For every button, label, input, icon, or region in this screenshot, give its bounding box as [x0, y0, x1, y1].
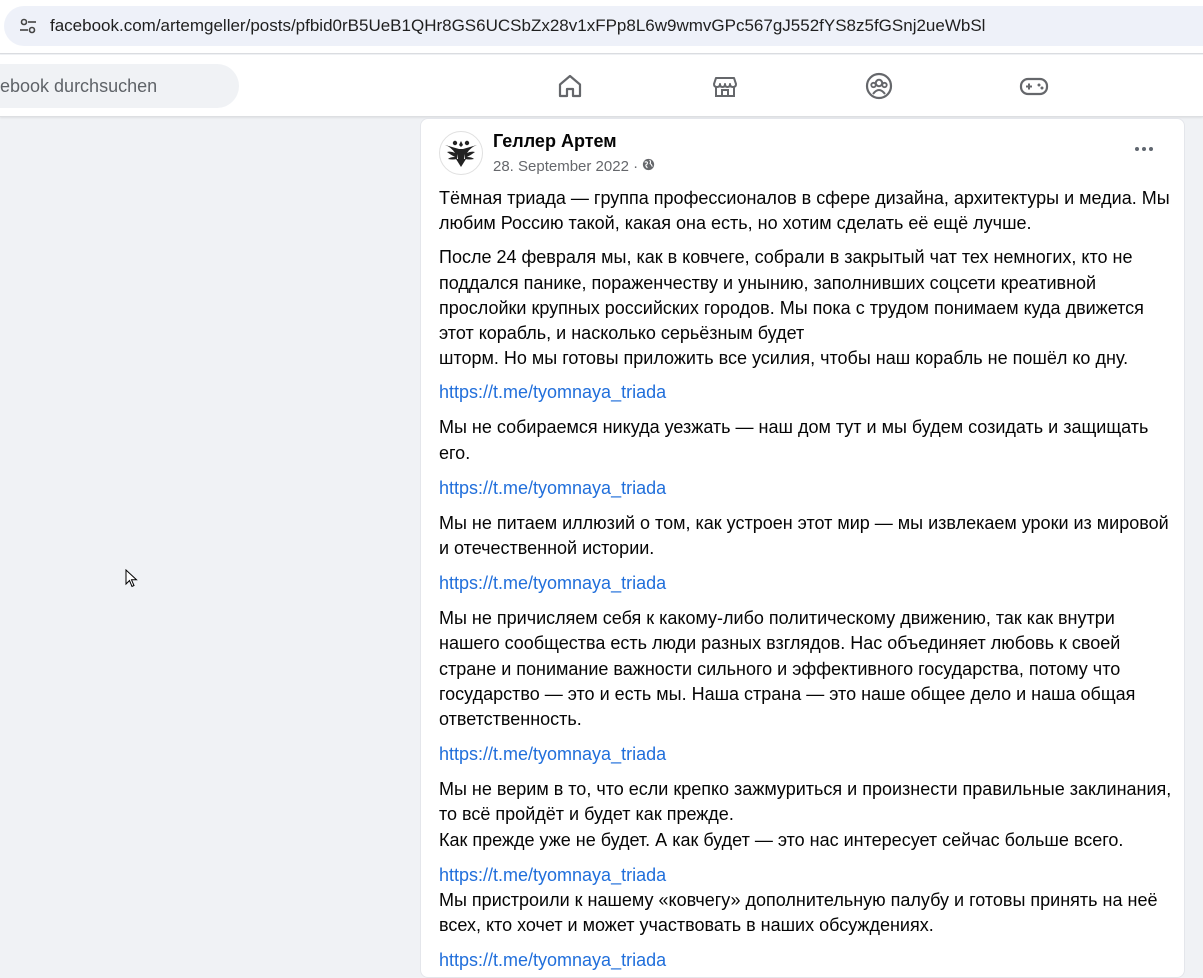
search-input[interactable]: [0, 64, 239, 108]
telegram-link[interactable]: https://t.me/tyomnaya_triada: [439, 744, 667, 765]
post-paragraph: Мы не причисляем себя к какому-либо политическому движению, так как внутри нашего сообщества есть люди разных взглядов. Нас объединяет любовь к своей стране и понимание важности сильного и эффективного государства, потому что государство — это и есть мы. Наша страна — это наше общее дело и наша общая ответственность.: [439, 608, 1136, 730]
facebook-header: [0, 55, 1203, 117]
post-meta: [493, 158, 655, 175]
telegram-link[interactable]: https://t.me/tyomnaya_triada: [439, 573, 667, 594]
post-card: [420, 118, 1185, 978]
avatar[interactable]: [439, 131, 483, 175]
telegram-link[interactable]: https://t.me/tyomnaya_triada: [439, 382, 667, 403]
more-options-button[interactable]: [1126, 139, 1162, 159]
tune-icon[interactable]: [18, 16, 38, 36]
post-paragraph: Тёмная триада — группа профессионалов в сфере дизайна, архитектуры и медиа. Мы любим Россию такой, какая она есть, но хотим сделать её ещё лучше.: [439, 188, 1170, 234]
post-paragraph: Мы не верим в то, что если крепко зажмуриться и произнести правильные заклинания, то всё пройдёт и будет как прежде.: [439, 779, 1172, 825]
post-paragraph: Мы не питаем иллюзий о том, как устроен этот мир — мы извлекаем уроки из мировой и отечественной истории.: [439, 512, 1169, 559]
post-paragraph: Мы пристроили к нашему «ковчегу» дополнительную палубу и готовы принять на неё всех, кто хочет и может участвовать в наших обсуждениях.: [439, 889, 1158, 936]
double-eagle-icon: [441, 133, 481, 173]
post-paragraph: Как прежде уже не будет. А как будет — это нас интересует сейчас больше всего.: [439, 829, 1124, 850]
url-text[interactable]: facebook.com/artemgeller/posts/pfbid0rB5UeB1QHr8GS6UCSbZx28v1xFPp8L6w9wmvGPc567gJ552fYS8z5fGSnj2ueWbSl: [50, 16, 986, 35]
address-bar[interactable]: [4, 6, 1203, 46]
browser-toolbar: [0, 0, 1203, 54]
home-icon[interactable]: [555, 71, 585, 101]
post-body: [439, 186, 1174, 973]
telegram-link[interactable]: https://t.me/tyomnaya_triada: [439, 477, 667, 498]
post-date[interactable]: 28. September 2022 ·: [493, 158, 639, 175]
post-author[interactable]: Геллер Артем: [493, 131, 617, 151]
post-paragraph: После 24 февраля мы, как в ковчеге, собрали в закрытый чат тех немногих, кто не поддался панике, пораженчеству и унынию, заполнивших соцсети креативной прослойки крупных российских городов. Мы пока с трудом понимаем куда движется этот корабль, и насколько серьёзным будет: [439, 247, 1144, 344]
globe-icon: [642, 158, 655, 175]
search-placeholder: ebook durchsuchen: [0, 75, 158, 96]
post-paragraph: шторм. Но мы готовы приложить все усилия, чтобы наш корабль не пошёл ко дну.: [439, 348, 1129, 369]
gaming-icon[interactable]: [1019, 71, 1049, 101]
marketplace-icon[interactable]: [710, 71, 740, 101]
telegram-link[interactable]: https://t.me/tyomnaya_triada: [439, 864, 667, 885]
groups-icon[interactable]: [864, 71, 894, 101]
telegram-link[interactable]: https://t.me/tyomnaya_triada: [439, 950, 667, 971]
post-paragraph: Мы не собираемся никуда уезжать — наш дом тут и мы будем созидать и защищать его.: [439, 417, 1149, 463]
mouse-cursor-icon: [125, 569, 139, 589]
